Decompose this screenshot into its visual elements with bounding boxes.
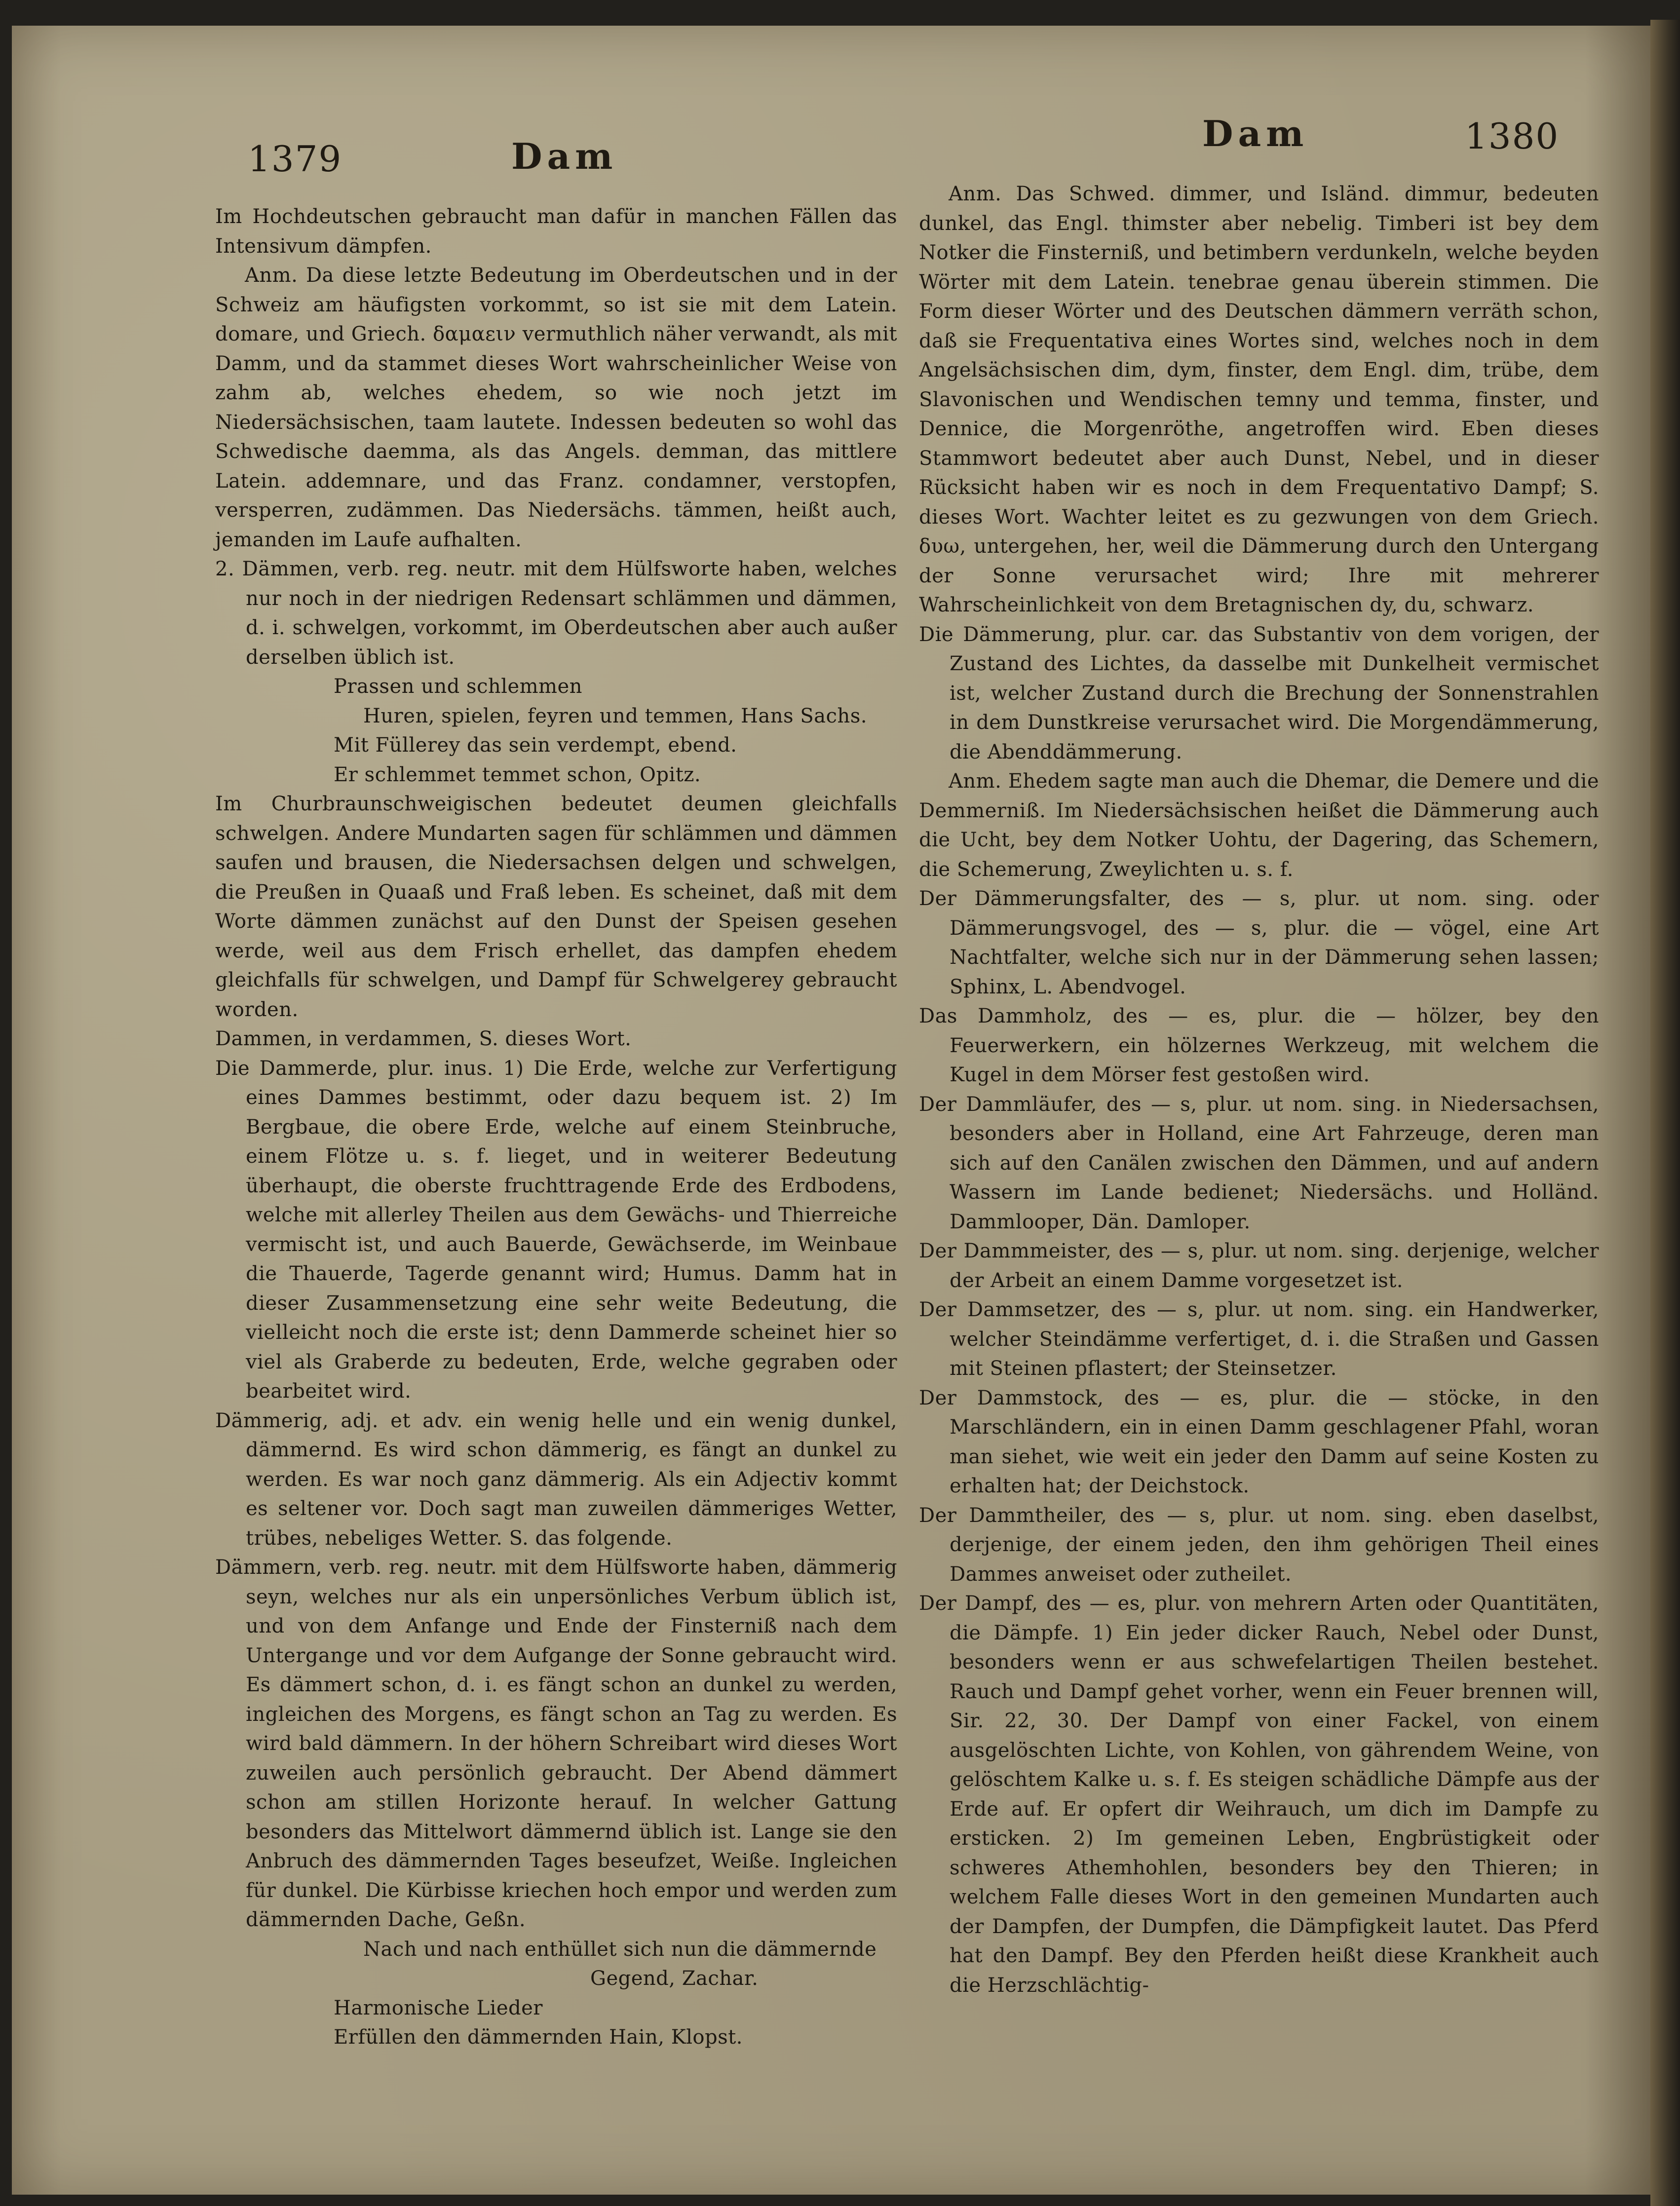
entry-dammtheiler: Der Dammtheiler, des — s, plur. ut nom. sing. eben daselbst, derjenige, der einem jeden, den ihm gehörigen Theil eines Dammes anweiset oder zutheilet.: [919, 1504, 1599, 1586]
verse-line: Erfüllen den dämmernden Hain, Klopst.: [334, 2026, 743, 2049]
paragraph: Anm. Das Schwed. dimmer, und Isländ. dimmur, bedeuten dunkel, das Engl. thimster aber nebelig. Timberi ist bey dem Notker die Finsterniß, und betimbern verdunkeln, welche beyden Wörter mit dem Latein. tenebrae genau überein stimmen. Die Form dieser Wörter und des Deutschen dämmern verräth schon, daß sie Frequentativa eines Wortes sind, welches noch in dem Angelsächsischen dim, dym, finster, dem Engl. dim, trübe, dem Slavonischen und Wendischen temny und temma, finster, und Dennice, die Morgenröthe, angetroffen wird. Eben dieses Stammwort bedeutet aber auch Dunst, Nebel, und in dieser Rücksicht haben wir es noch in dem Frequentativo Dampf; S. dieses Wort. Wachter leitet es zu gezwungen von dem Griech. δυω, untergehen, her, weil die Dämmerung durch den Untergang der Sonne verursachet wird; Ihre mit mehrerer Wahrscheinlichkeit von dem Bretagnischen dy, du, schwarz.: [919, 183, 1599, 616]
book-page: [12, 26, 1650, 2195]
entry-dammholz: Das Dammholz, des — es, plur. die — hölzer, bey den Feuerwerkern, ein hölzernes Werkzeug, mit welchem die Kugel in dem Mörser fest gestoßen wird.: [919, 1005, 1599, 1086]
paragraph: Im Hochdeutschen gebraucht man dafür in manchen Fällen das Intensivum dämpfen.: [215, 205, 897, 258]
entry-daemmern: Dämmern, verb. reg. neutr. mit dem Hülfsworte haben, dämmerig seyn, welches nur als ein unpersönliches Verbum üblich ist, und von dem Anfange und Ende der Finsterniß nach dem Untergange und vor dem Aufgange der Sonne gebraucht wird. Es dämmert schon, d. i. es fängt schon an dunkel zu werden, ingleichen des Morgens, es fängt schon an Tag zu werden. Es wird bald dämmern. In der höhern Schreibart wird dieses Wort zuweilen auch persönlich gebraucht. Der Abend dämmert schon am stillen Horizonte herauf. In welcher Gattung besonders das Mittelwort dämmernd üblich ist. Lange sie den Anbruch des dämmernden Tages beseufzet, Weiße. Ingleichen für dunkel. Die Kürbisse kriechen hoch empor und werden zum dämmernden Dache, Geßn.: [215, 1556, 897, 1931]
entry-dammlaeufer: Der Dammläufer, des — s, plur. ut nom. sing. in Niedersachsen, besonders aber in Holland, eine Art Fahrzeuge, deren man sich auf den Canälen zwischen den Dämmen, und auf andern Wassern im Lande bedienet; Niedersächs. und Holländ. Dammlooper, Dän. Damloper.: [919, 1093, 1599, 1233]
entry-daemmerig: Dämmerig, adj. et adv. ein wenig helle und ein wenig dunkel, dämmernd. Es wird schon dämmerig, es fängt an dunkel zu werden. Es war noch ganz dämmerig. Als ein Adjectiv kommt es seltener vor. Doch sagt man zuweilen dämmeriges Wetter, trübes, nebeliges Wetter. S. das folgende.: [215, 1409, 897, 1550]
verse-line: Gegend, Zachar.: [590, 1967, 759, 1990]
right-running-head: Dam: [1202, 113, 1309, 154]
entry-daemmerungsfalter: Der Dämmerungsfalter, des — s, plur. ut nom. sing. oder Dämmerungsvogel, des — s, plur. die — vögel, eine Art Nachtfalter, welche sich nur in der Dämmerung sehen lassen; Sphinx, L. Abendvogel.: [919, 887, 1599, 998]
entry-daemmerung: Die Dämmerung, plur. car. das Substantiv von dem vorigen, der Zustand des Lichtes, da dasselbe mit Dunkelheit vermischet ist, welcher Zustand durch die Brechung der Sonnenstrahlen in dem Dunstkreise verursachet wird. Die Morgendämmerung, die Abenddämmerung.: [919, 623, 1599, 763]
left-page-number: 1379: [248, 138, 343, 180]
left-column: [215, 202, 897, 2053]
paragraph: Anm. Da diese letzte Bedeutung im Oberdeutschen und in der Schweiz am häufigsten vorkommt, so ist sie mit dem Latein. domare, und Griech. δαμαειν vermuthlich näher verwandt, als mit Damm, und da stammet dieses Wort wahrscheinlicher Weise von zahm ab, welches ehedem, so wie noch jetzt im Niedersächsischen, taam lautete. Indessen bedeuten so wohl das Schwedische daemma, als das Angels. demman, das mittlere Latein. addemnare, und das Franz. condamner, verstopfen, versperren, zudämmen. Das Niedersächs. tämmen, heißt auch, jemanden im Laufe aufhalten.: [215, 264, 897, 551]
verse-line: Mit Füllerey das sein verdempt, ebend.: [334, 734, 737, 757]
entry-dammstock: Der Dammstock, des — es, plur. die — stöcke, in den Marschländern, ein in einen Damm geschlagener Pfahl, woran man siehet, wie weit ein jeder den Damm auf seine Kosten zu erhalten hat; der Deichstock.: [919, 1386, 1599, 1497]
entry-dammmeister: Der Dammmeister, des — s, plur. ut nom. sing. derjenige, welcher der Arbeit an einem Damme vorgesetzet ist.: [919, 1240, 1599, 1292]
left-running-head: Dam: [511, 135, 618, 177]
page-edge: [1650, 20, 1680, 2206]
paragraph: Anm. Ehedem sagte man auch die Dhemar, die Demere und die Demmerniß. Im Niedersächsischen heißet die Dämmerung auch die Ucht, bey dem Notker Uohtu, der Dagering, das Schemern, die Schemerung, Zweylichten u. s. f.: [919, 770, 1599, 881]
entry-dammerde: Die Dammerde, plur. inus. 1) Die Erde, welche zur Verfertigung eines Dammes bestimmt, oder dazu bequem ist. 2) Im Bergbaue, die obere Erde, welche auf einem Steinbruche, einem Flötze u. s. f. lieget, und in weiterer Bedeutung überhaupt, die oberste fruchttragende Erde des Erdbodens, welche mit allerley Theilen aus dem Gewächs- und Thierreiche vermischt ist, und auch Bauerde, Gewächserde, im Weinbaue die Thauerde, Tagerde genannt wird; Humus. Damm hat in dieser Zusammensetzung eine sehr weite Bedeutung, die vielleicht noch die erste ist; denn Dammerde scheinet hier so viel als Graberde zu bedeuten, Erde, welche gegraben oder bearbeitet wird.: [215, 1057, 897, 1403]
entry-dampf: Der Dampf, des — es, plur. von mehrern Arten oder Quantitäten, die Dämpfe. 1) Ein jeder dicker Rauch, Nebel oder Dunst, besonders wenn er aus schwefelartigen Theilen bestehet. Rauch und Dampf gehet vorher, wenn ein Feuer brennen will, Sir. 22, 30. Der Dampf von einer Fackel, von einem ausgelöschten Lichte, von Kohlen, von gährendem Weine, von gelöschtem Kalke u. s. f. Es steigen schädliche Dämpfe aus der Erde auf. Er opfert dir Weihrauch, um dich im Dampfe zu ersticken. 2) Im gemeinen Leben, Engbrüstigkeit oder schweres Athemhohlen, besonders bey den Thieren; in welchem Falle dieses Wort in den gemeinen Mundarten auch der Dampfen, der Dumpfen, die Dämpfigkeit lautet. Das Pferd hat den Dampf. Bey den Pferden heißt diese Krankheit auch die Herzschlächtig-: [919, 1592, 1599, 1997]
right-column: [919, 180, 1599, 2000]
verse-line: Er schlemmet temmet schon, Opitz.: [334, 763, 701, 786]
right-page-number: 1380: [1465, 115, 1560, 157]
entry-daemmen: 2. Dämmen, verb. reg. neutr. mit dem Hülfsworte haben, welches nur noch in der niedrigen Redensart schlämmen und dämmen, d. i. schwelgen, vorkommt, im Oberdeutschen aber auch außer derselben üblich ist.: [215, 558, 897, 669]
verse-line: Nach und nach enthüllet sich nun die dämmernde: [363, 1938, 877, 1961]
entry-dammen: Dammen, in verdammen, S. dieses Wort.: [215, 1027, 632, 1050]
verse-line: Huren, spielen, feyren und temmen, Hans Sachs.: [363, 704, 867, 727]
paragraph: Im Churbraunschweigischen bedeutet deumen gleichfalls schwelgen. Andere Mundarten sagen für schlämmen und dämmen saufen und brausen, die Niedersachsen delgen und schwelgen, die Preußen in Quaaß und Fraß leben. Es scheinet, daß mit dem Worte dämmen zunächst auf den Dunst der Speisen gesehen werde, weil aus dem Frisch erhellet, das dampfen ehedem gleichfalls für schwelgen, und Dampf für Schwelgerey gebraucht worden.: [215, 793, 897, 1021]
verse-line: Prassen und schlemmen: [334, 675, 582, 698]
entry-dammsetzer: Der Dammsetzer, des — s, plur. ut nom. sing. ein Handwerker, welcher Steindämme verfertiget, d. i. die Straßen und Gassen mit Steinen pflastert; der Steinsetzer.: [919, 1298, 1599, 1380]
verse-line: Harmonische Lieder: [334, 1996, 543, 2019]
